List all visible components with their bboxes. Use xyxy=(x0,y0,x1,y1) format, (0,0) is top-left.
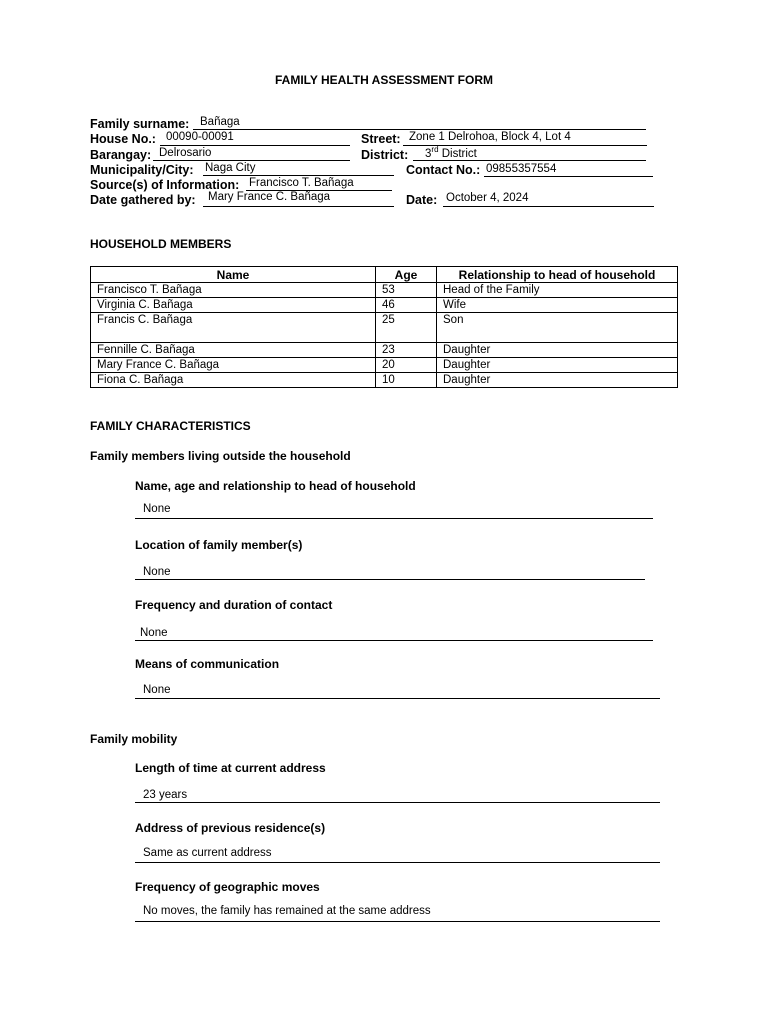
date-value[interactable]: October 4, 2024 xyxy=(446,192,529,204)
member-name: Francisco T. Bañaga xyxy=(91,283,376,298)
member-relationship: Head of the Family xyxy=(437,283,678,298)
member-name: Fennille C. Bañaga xyxy=(91,343,376,358)
location-answer[interactable]: None xyxy=(143,566,171,578)
street-value[interactable]: Zone 1 Delrohoa, Block 4, Lot 4 xyxy=(409,131,571,143)
family-surname-underline xyxy=(193,129,646,130)
table-row xyxy=(91,283,678,298)
source-value[interactable]: Francisco T. Bañaga xyxy=(249,177,354,189)
member-age: 10 xyxy=(376,373,437,388)
communication-underline xyxy=(135,698,660,699)
member-relationship: Daughter xyxy=(437,343,678,358)
name-age-question: Name, age and relationship to head of household xyxy=(135,479,416,493)
family-surname-value[interactable]: Bañaga xyxy=(200,116,240,128)
table-row xyxy=(91,373,678,388)
frequency-contact-question: Frequency and duration of contact xyxy=(135,598,333,612)
member-name: Fiona C. Bañaga xyxy=(91,373,376,388)
frequency-contact-underline xyxy=(135,640,653,641)
district-suffix: rd xyxy=(431,145,439,154)
previous-residence-question: Address of previous residence(s) xyxy=(135,821,326,835)
municipality-underline xyxy=(203,175,394,176)
date-label: Date: xyxy=(406,193,438,207)
length-question: Length of time at current address xyxy=(135,761,326,775)
member-age: 46 xyxy=(376,298,437,313)
contact-label: Contact No.: xyxy=(406,163,481,177)
table-row xyxy=(91,313,678,343)
table-row xyxy=(91,343,678,358)
location-underline xyxy=(135,579,645,580)
district-number: 3 xyxy=(425,147,432,160)
district-text: District xyxy=(438,147,477,160)
gathered-by-underline xyxy=(203,206,394,207)
location-question: Location of family member(s) xyxy=(135,538,303,552)
table-row xyxy=(91,298,678,313)
municipality-label: Municipality/City: xyxy=(90,163,194,177)
barangay-underline xyxy=(153,160,350,161)
form-title: FAMILY HEALTH ASSESSMENT FORM xyxy=(274,73,493,87)
communication-answer[interactable]: None xyxy=(143,684,171,696)
house-no-label: House No.: xyxy=(90,132,156,146)
district-label: District: xyxy=(361,148,409,162)
previous-residence-underline xyxy=(135,862,660,863)
previous-residence-answer[interactable]: Same as current address xyxy=(143,847,272,859)
communication-question: Means of communication xyxy=(135,657,280,671)
gathered-by-label: Date gathered by: xyxy=(90,193,196,207)
length-underline xyxy=(135,802,660,803)
frequency-contact-answer[interactable]: None xyxy=(140,627,168,639)
house-no-underline xyxy=(160,145,350,146)
geographic-moves-answer[interactable]: No moves, the family has remained at the same address xyxy=(143,905,431,917)
barangay-label: Barangay: xyxy=(90,148,152,162)
member-name: Francis C. Bañaga xyxy=(91,313,376,343)
household-heading: HOUSEHOLD MEMBERS xyxy=(90,237,232,251)
table-header-row xyxy=(91,267,678,283)
member-age: 25 xyxy=(376,313,437,343)
geographic-moves-question: Frequency of geographic moves xyxy=(135,880,320,894)
member-name: Virginia C. Bañaga xyxy=(91,298,376,313)
house-no-value[interactable]: 00090-00091 xyxy=(166,131,234,143)
member-relationship: Daughter xyxy=(437,358,678,373)
outside-household-heading: Family members living outside the household xyxy=(90,449,351,463)
municipality-value[interactable]: Naga City xyxy=(205,162,256,174)
family-mobility-heading: Family mobility xyxy=(90,732,178,746)
contact-underline xyxy=(484,176,653,177)
district-underline xyxy=(413,160,646,161)
member-age: 23 xyxy=(376,343,437,358)
name-age-underline xyxy=(135,518,653,519)
column-header-name: Name xyxy=(91,267,376,283)
gathered-by-value[interactable]: Mary France C. Bañaga xyxy=(208,191,331,203)
family-surname-label: Family surname: xyxy=(90,117,190,131)
member-age: 20 xyxy=(376,358,437,373)
column-header-age: Age xyxy=(376,267,437,283)
family-characteristics-heading: FAMILY CHARACTERISTICS xyxy=(90,419,251,433)
household-table xyxy=(90,266,678,388)
member-age: 53 xyxy=(376,283,437,298)
member-name: Mary France C. Bañaga xyxy=(91,358,376,373)
source-label: Source(s) of Information: xyxy=(90,178,240,192)
member-relationship: Wife xyxy=(437,298,678,313)
date-underline xyxy=(443,206,654,207)
district-value[interactable] xyxy=(425,145,477,160)
member-relationship: Daughter xyxy=(437,373,678,388)
geographic-moves-underline xyxy=(135,921,660,922)
barangay-value[interactable]: Delrosario xyxy=(159,147,212,159)
name-age-answer[interactable]: None xyxy=(143,503,171,515)
contact-value[interactable]: 09855357554 xyxy=(486,163,557,175)
column-header-relationship: Relationship to head of household xyxy=(437,267,678,283)
street-label: Street: xyxy=(361,132,401,146)
member-relationship: Son xyxy=(437,313,678,343)
length-answer[interactable]: 23 years xyxy=(143,789,188,801)
table-row xyxy=(91,358,678,373)
